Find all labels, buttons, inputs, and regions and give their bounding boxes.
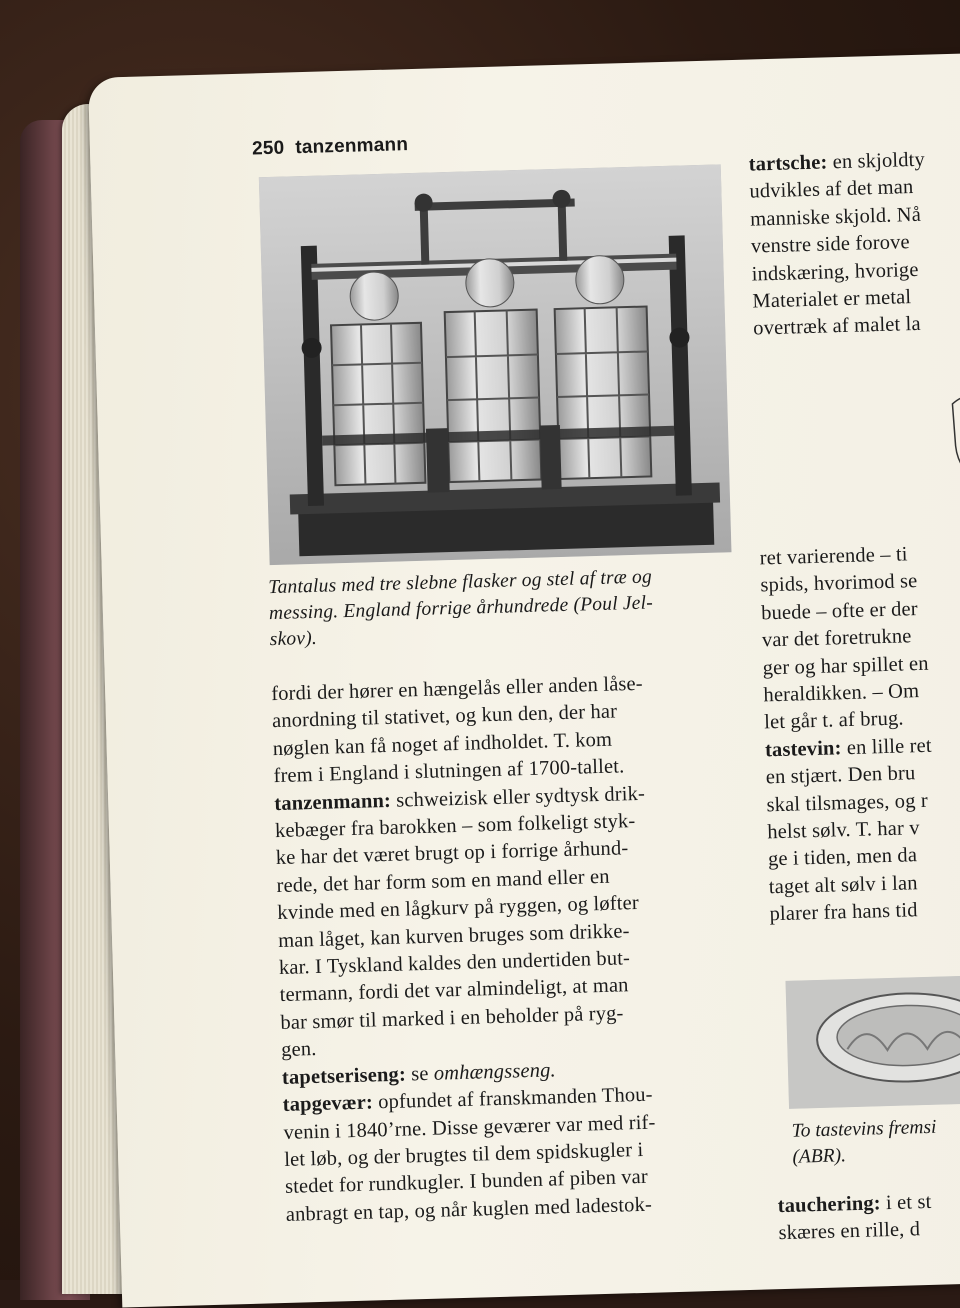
entry-text: rede, det har form som en mand eller en [276, 865, 610, 897]
entry-text: nøglen kan få noget af indholdet. T. kom [272, 728, 613, 760]
entry-text: anordning til stativet, og kun den, der har [271, 700, 618, 733]
tantalus-caption [268, 562, 740, 653]
entry-text: fordi der hører en hængelås eller anden låse- [270, 672, 644, 706]
entry-text: anbragt en tap, og når kuglen med ladestok- [285, 1193, 653, 1226]
entry-text: gen. [280, 1038, 317, 1062]
running-head [252, 134, 409, 160]
entry-text: ret varierende – ti [759, 543, 908, 570]
entry-text: heraldikken. – Om [763, 680, 920, 707]
right-column-middle [759, 538, 960, 929]
entry-text: frem i England i slutningen af 1700-tallet. [273, 755, 625, 788]
entry-text: let løb, og der brugtes til dem spidskugler i [283, 1138, 644, 1171]
entry-text: en lille ret [841, 734, 932, 760]
entry-text: manniske skjold. Nå [749, 203, 922, 231]
entry-text: overtræk af malet la [752, 313, 922, 340]
entry-headword: tauchering: [777, 1192, 882, 1218]
entry-text: udvikles af det man [749, 176, 914, 203]
tastevin-illustration [785, 974, 960, 1109]
entry-text: Materialet er metal [752, 286, 912, 313]
entry-text: var det foretrukne [761, 625, 912, 652]
right-column-bottom [777, 1186, 960, 1248]
running-head-word: tanzenmann [295, 134, 409, 159]
caption-line: Tantalus med tre slebne flasker og stel af træ og [268, 566, 653, 599]
entry-text: buede – ofte er der [760, 597, 918, 625]
entry-text: skal tilsmages, og r [766, 789, 929, 816]
page-number: 250 [251, 137, 285, 160]
entry-text: ger og har spillet en [762, 652, 929, 680]
entry-text: venstre side forove [750, 231, 911, 258]
book-page [88, 53, 960, 1308]
entry-text: se [405, 1062, 435, 1086]
entry-text: kebæger fra barokken – som folkeligt styk- [274, 810, 636, 843]
entry-text: indskæring, hvorige [751, 258, 919, 286]
shield-illustration [942, 382, 960, 499]
entry-text: opfundet af franskmanden Thou- [372, 1083, 653, 1114]
caption-line: (ABR). [792, 1145, 847, 1168]
entry-headword: tastevin: [764, 737, 842, 762]
entry-text: taget alt sølv i lan [768, 872, 918, 899]
entry-text: schweizisk eller sydtysk drik- [390, 782, 646, 812]
caption-line: To tastevins fremsi [791, 1116, 937, 1142]
tantalus-photo [259, 164, 732, 565]
entry-text: en skjoldty [827, 148, 926, 174]
entry-text: let går t. af brug. [763, 707, 904, 734]
entry-text: plarer fra hans tid [769, 899, 918, 926]
entry-text: kar. I Tyskland kaldes den undertiden but- [278, 947, 631, 980]
entry-text: venin i 1840’rne. Disse geværer var med rif- [283, 1111, 656, 1144]
entry-text: bar smør til marked i en beholder på ryg- [280, 1002, 624, 1034]
tantalus-illustration [259, 164, 732, 565]
tastevin-photo [785, 974, 960, 1109]
tartsche-shield-drawing [942, 382, 960, 494]
entry-text: skæres en rille, d [778, 1218, 921, 1245]
entry-headword: tapgevær: [282, 1091, 374, 1117]
cross-reference: omhængsseng. [433, 1059, 557, 1085]
entry-text: ke har det været brugt op i forrige århund- [275, 837, 629, 870]
left-column [271, 668, 766, 1229]
entry-text: spids, hvorimod se [760, 570, 918, 597]
entry-text: man låget, kan kurven bruges som drikke- [277, 919, 630, 952]
entry-headword: tanzenmann: [274, 789, 392, 815]
entry-text: i et st [880, 1190, 932, 1215]
caption-line: messing. England forrige århundrede (Poul Jel- [268, 592, 654, 625]
tastevin-caption [791, 1115, 937, 1171]
caption-line: skov). [269, 627, 318, 651]
entry-headword: tartsche: [748, 151, 828, 176]
entry-headword: tapetseriseng: [281, 1063, 407, 1089]
entry-text: en stjært. Den bru [765, 762, 916, 789]
entry-text: helst sølv. T. har v [767, 817, 920, 844]
entry-text: ge i tiden, men da [767, 844, 918, 871]
entry-text: termann, fordi det var almindeligt, at man [279, 974, 629, 1007]
entry-text: stedet for rundkugler. I bunden af piben var [284, 1166, 649, 1199]
entry-text: kvinde med en lågkurv på ryggen, og løfter [277, 892, 640, 925]
right-column-top [748, 144, 960, 343]
